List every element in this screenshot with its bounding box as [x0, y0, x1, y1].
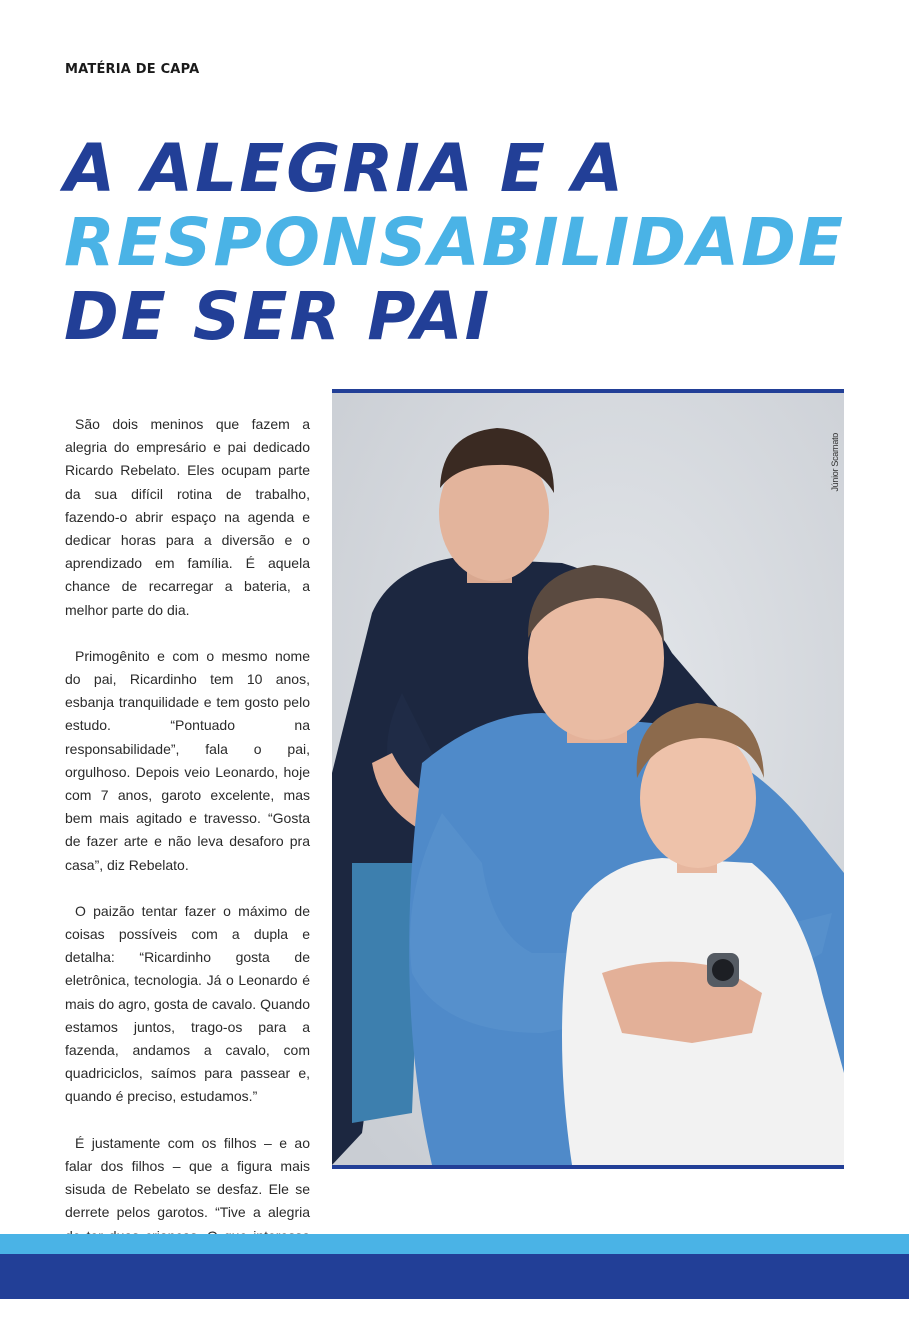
headline	[64, 132, 845, 354]
footer-band-light	[0, 1234, 909, 1254]
paragraph-3: O paizão tentar fazer o máximo de coisas possíveis com a dupla e detalha: “Ricardinho gosta de eletrônica, tecnologia. Já o Leonardo é mais do agro, gosta de cavalo. Quando estamos juntos, trago-os para a fazenda, andamos a cavalo, com quadriciclos, saímos para passear e, quando é preciso, estudamos.”	[65, 902, 310, 1105]
paragraph-2: Primogênito e com o mesmo nome do pai, Ricardinho tem 10 anos, esbanja tranquilidade e tem gosto pelo estudo. “Pontuado na responsabilidade”, fala o pai, orgulhoso. Depois veio Leonardo, hoje com 7 anos, garoto excelente, mas bem mais agitado e travesso. “Gosta de fazer arte e não leva desaforo pra casa”, diz Rebelato.	[65, 647, 310, 873]
headline-line-2: RESPONSABILIDADE	[64, 204, 845, 281]
family-photo	[332, 389, 844, 1169]
section-label: MATÉRIA DE CAPA	[65, 62, 200, 77]
family-photo-illustration	[332, 393, 844, 1165]
headline-line-3: DE SER PAI	[64, 278, 492, 355]
photo-credit: Júnior Scarnato	[830, 433, 840, 492]
paragraph-4: É justamente com os filhos – e ao falar dos filhos – que a figura mais sisuda de Rebelato se desfaz. Ele se derrete pelos garotos. “Tive a alegria	[65, 1134, 310, 1221]
article-body	[65, 413, 310, 1317]
headline-line-1: A ALEGRIA E A	[64, 130, 626, 207]
footer-band-dark	[0, 1254, 909, 1299]
paragraph-1: São dois meninos que fazem a alegria do empresário e pai dedicado Ricardo Rebelato. Eles ocupam parte da sua difícil rotina de trabalho, fazendo-o abrir espaço na agenda e dedicar horas para a diversão e o aprendizado em família. É aquela chance de recarregar a bateria, a melhor parte do dia.	[65, 416, 310, 618]
